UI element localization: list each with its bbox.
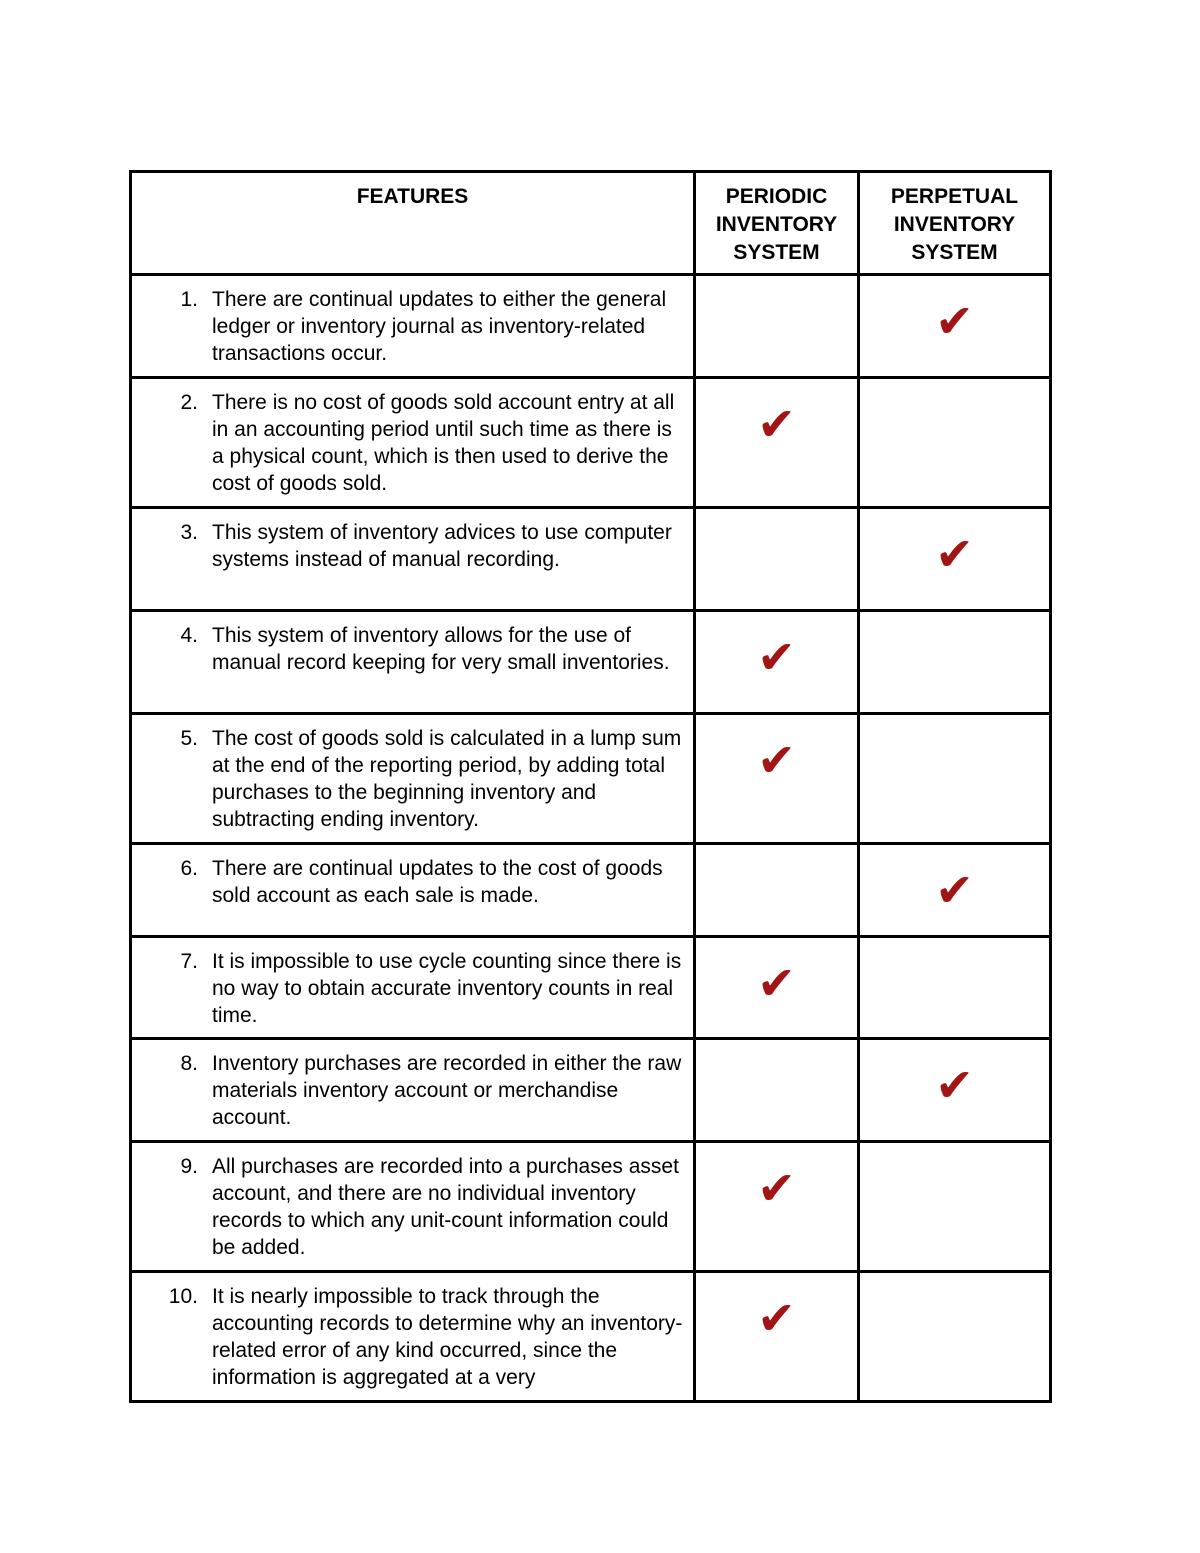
perpetual-cell	[859, 844, 1051, 937]
feature-text: It is impossible to use cycle counting since there is no way to obtain accurate inventory counts in real time.	[212, 950, 682, 1027]
feature-text: All purchases are recorded into a purchases asset account, and there are no individual inventory records to which any unit-count information could be added.	[212, 1155, 679, 1259]
feature-cell	[131, 275, 695, 378]
feature-cell	[131, 1039, 695, 1142]
checkmark-icon: ✔	[935, 527, 974, 581]
feature-number: 1.	[180, 288, 198, 311]
feature-text: Inventory purchases are recorded in either the raw materials inventory account or merchandise account.	[212, 1052, 682, 1129]
checkmark-icon: ✔	[935, 1058, 974, 1112]
feature-number: 2.	[180, 391, 198, 414]
checkmark-icon: ✔	[757, 397, 796, 451]
feature-cell	[131, 378, 695, 508]
feature-cell	[131, 937, 695, 1039]
feature-cell	[131, 508, 695, 611]
periodic-cell	[695, 714, 859, 844]
feature-number: 9.	[180, 1155, 198, 1178]
feature-text: There are continual updates to either the general ledger or inventory journal as inventory-related transactions occur.	[212, 288, 667, 365]
table-body	[131, 275, 1051, 1402]
header-periodic-line: INVENTORY	[715, 213, 838, 236]
perpetual-cell	[859, 937, 1051, 1039]
periodic-cell	[695, 1039, 859, 1142]
table-row	[131, 1039, 1051, 1142]
feature-item	[132, 509, 693, 581]
feature-number: 3.	[180, 521, 198, 544]
feature-cell	[131, 714, 695, 844]
header-perpetual-line: PERPETUAL	[890, 185, 1019, 208]
feature-item	[132, 1273, 693, 1399]
feature-cell	[131, 1142, 695, 1272]
periodic-cell	[695, 508, 859, 611]
perpetual-cell	[859, 275, 1051, 378]
header-row	[131, 172, 1051, 275]
table-row	[131, 937, 1051, 1039]
table-row	[131, 508, 1051, 611]
checkmark-icon: ✔	[757, 1161, 796, 1215]
feature-text: There are continual updates to the cost of goods sold account as each sale is made.	[212, 857, 663, 907]
perpetual-cell	[859, 1142, 1051, 1272]
feature-number: 8.	[180, 1052, 198, 1075]
table-row	[131, 714, 1051, 844]
feature-number: 10.	[168, 1285, 198, 1308]
checkmark-icon: ✔	[757, 956, 796, 1010]
periodic-cell	[695, 378, 859, 508]
table-row	[131, 378, 1051, 508]
feature-item	[132, 845, 693, 917]
feature-number: 5.	[180, 727, 198, 750]
checkmark-icon: ✔	[757, 733, 796, 787]
feature-item	[132, 612, 693, 684]
feature-text: It is nearly impossible to track through the accounting records to determine why an inventory-related error of any kind occurred, since the information is aggregated at a very	[212, 1285, 683, 1389]
feature-number: 6.	[180, 857, 198, 880]
header-perpetual-line: SYSTEM	[911, 241, 998, 264]
feature-item	[132, 1143, 693, 1269]
feature-text: This system of inventory advices to use computer systems instead of manual recording.	[212, 521, 672, 571]
periodic-cell	[695, 937, 859, 1039]
table-row	[131, 1142, 1051, 1272]
feature-cell	[131, 611, 695, 714]
perpetual-cell	[859, 1272, 1051, 1402]
periodic-cell	[695, 1142, 859, 1272]
feature-item	[132, 379, 693, 505]
perpetual-cell	[859, 508, 1051, 611]
periodic-cell	[695, 611, 859, 714]
feature-item	[132, 938, 693, 1037]
header-perpetual-line: INVENTORY	[893, 213, 1016, 236]
checkmark-icon: ✔	[935, 863, 974, 917]
feature-text: There is no cost of goods sold account entry at all in an accounting period until such time as there is a physical count, which is then used to derive the cost of goods sold.	[212, 391, 675, 495]
feature-item	[132, 1040, 693, 1139]
checkmark-icon: ✔	[935, 294, 974, 348]
feature-number: 4.	[180, 624, 198, 647]
perpetual-cell	[859, 611, 1051, 714]
table-row	[131, 844, 1051, 937]
header-periodic	[695, 172, 859, 275]
feature-cell	[131, 844, 695, 937]
periodic-cell	[695, 844, 859, 937]
header-periodic-line: SYSTEM	[733, 241, 820, 264]
feature-item	[132, 715, 693, 841]
inventory-comparison-table	[129, 170, 1052, 1403]
feature-text: This system of inventory allows for the use of manual record keeping for very small inventories.	[212, 624, 670, 674]
table-row	[131, 1272, 1051, 1402]
periodic-cell	[695, 275, 859, 378]
perpetual-cell	[859, 714, 1051, 844]
feature-cell	[131, 1272, 695, 1402]
feature-number: 7.	[180, 950, 198, 973]
perpetual-cell	[859, 1039, 1051, 1142]
checkmark-icon: ✔	[757, 1291, 796, 1345]
table-row	[131, 275, 1051, 378]
header-periodic-line: PERIODIC	[725, 185, 828, 208]
perpetual-cell	[859, 378, 1051, 508]
feature-item	[132, 276, 693, 375]
table-row	[131, 611, 1051, 714]
periodic-cell	[695, 1272, 859, 1402]
feature-text: The cost of goods sold is calculated in a lump sum at the end of the reporting period, by adding total purchases to the beginning inventory and subtracting ending inventory.	[212, 727, 682, 831]
header-perpetual	[859, 172, 1051, 275]
header-features: FEATURES	[131, 172, 695, 275]
checkmark-icon: ✔	[757, 630, 796, 684]
